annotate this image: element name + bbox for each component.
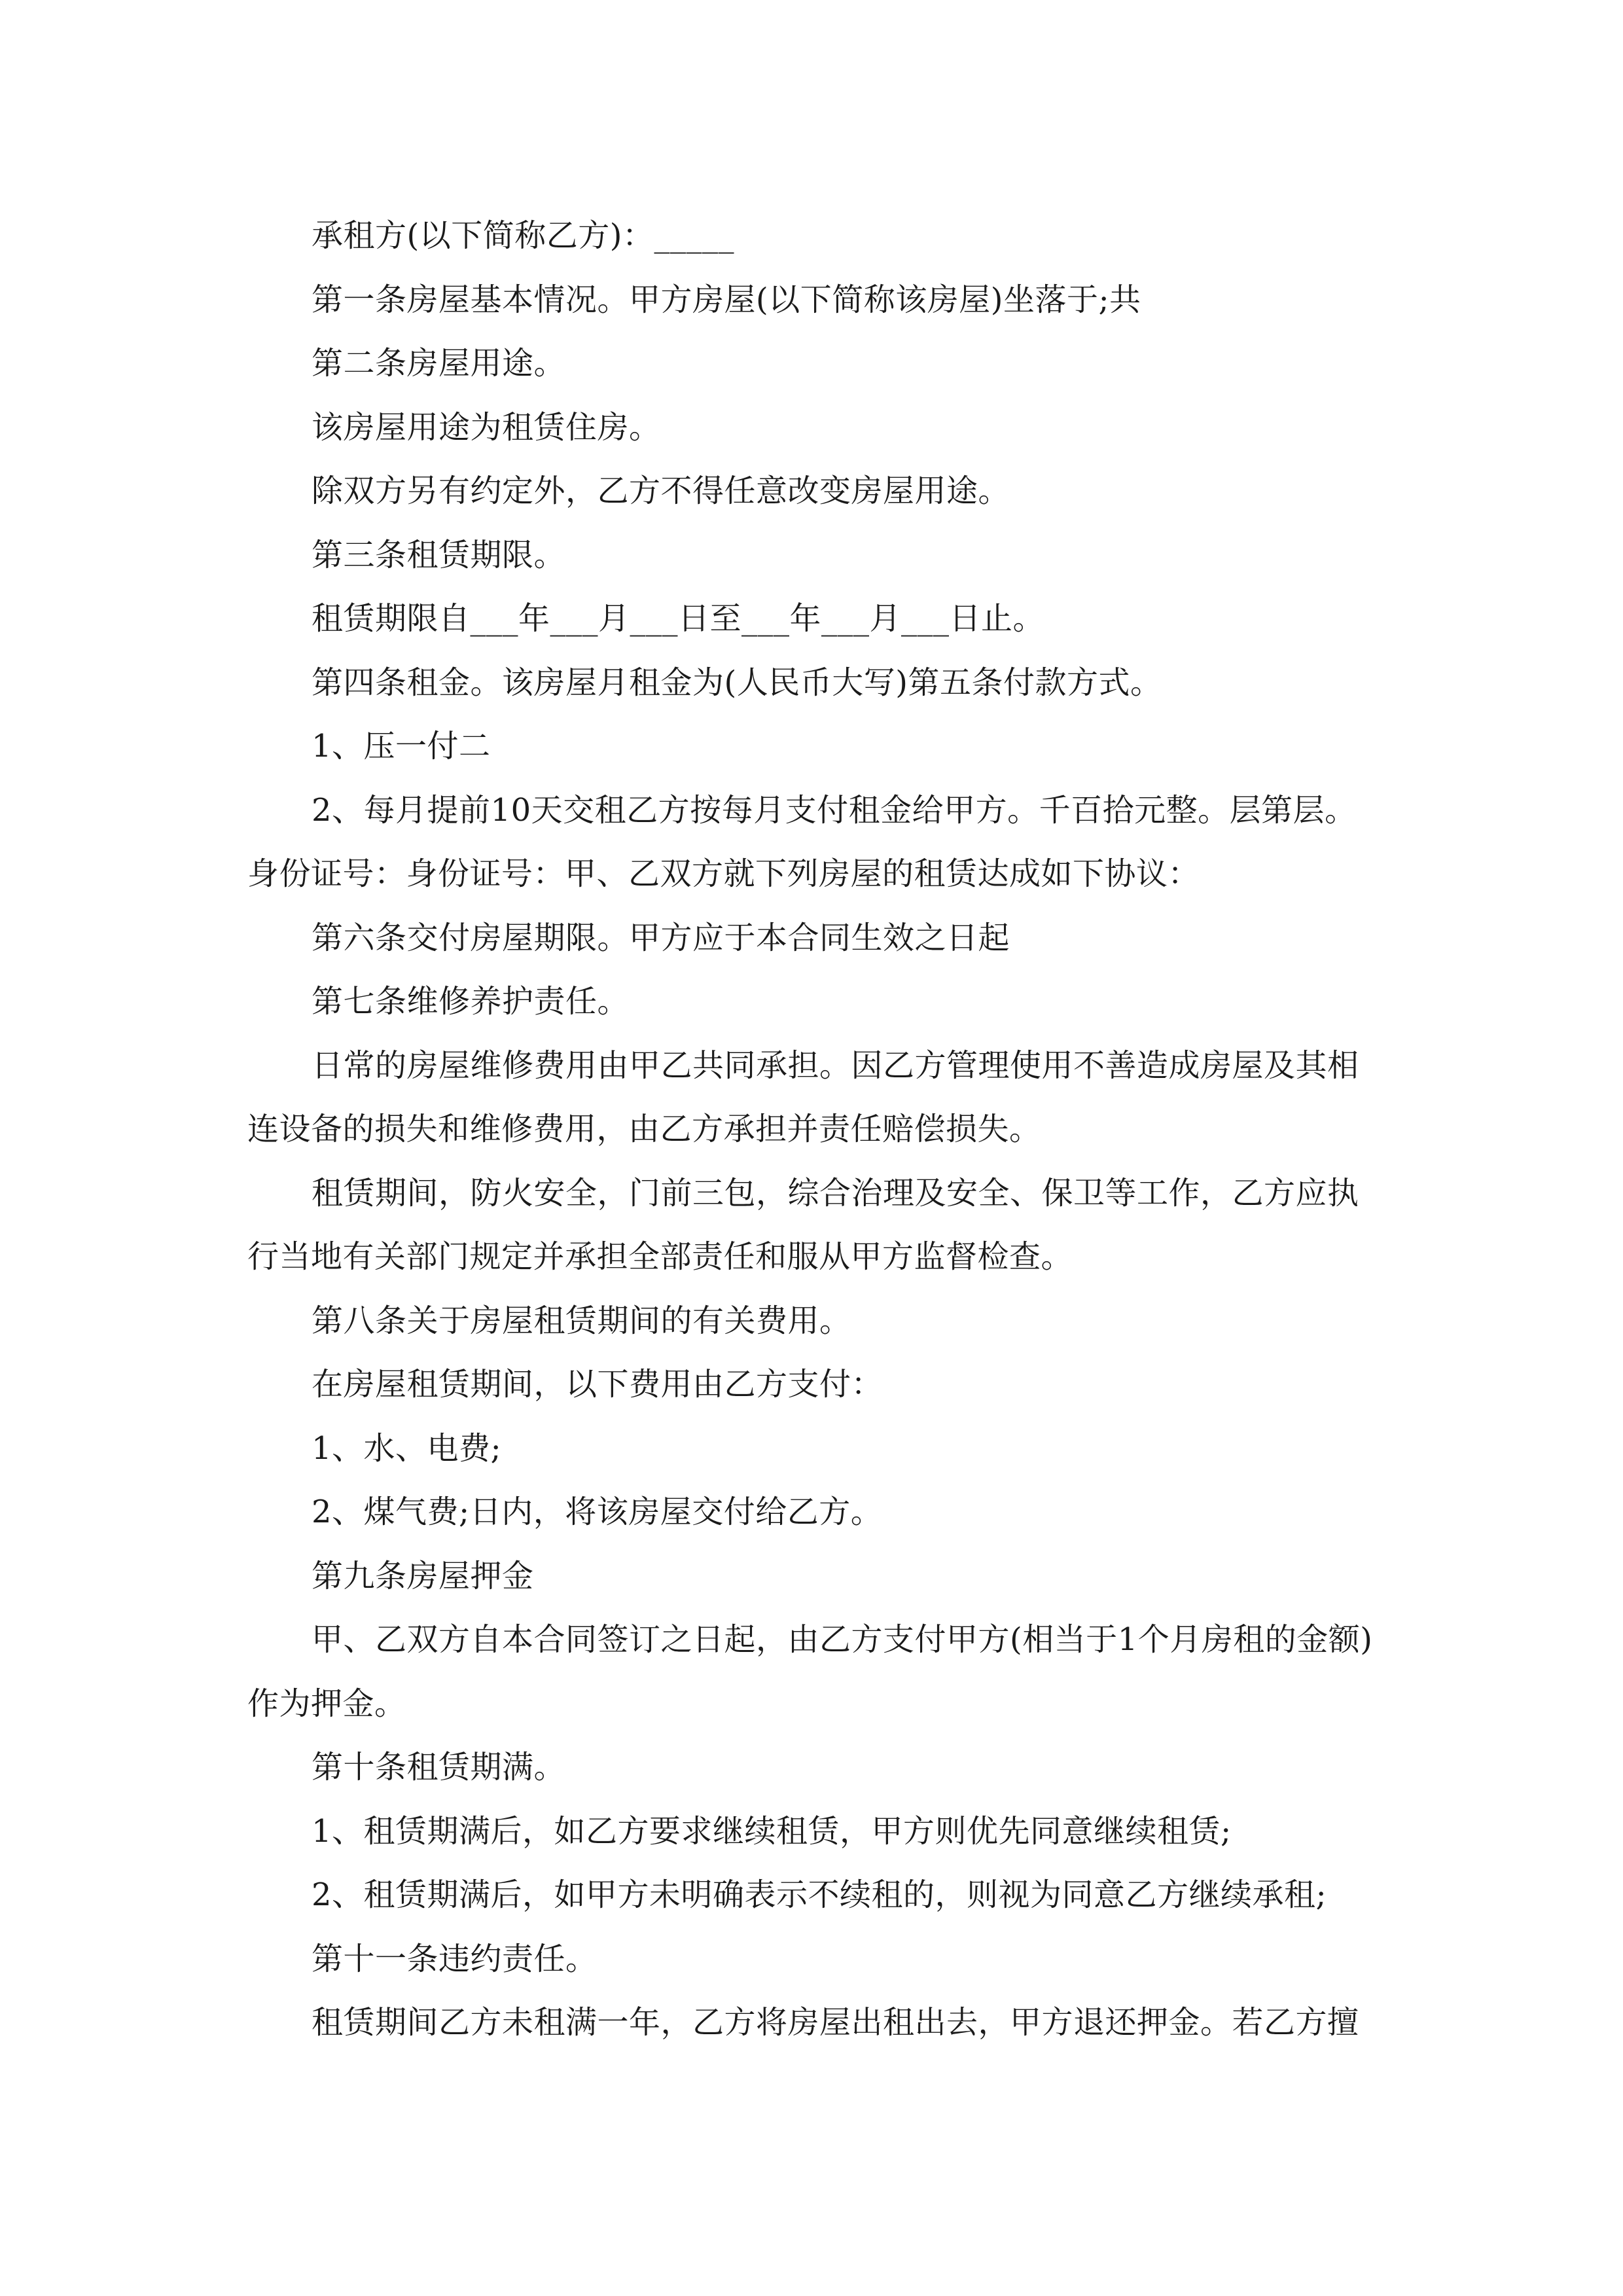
paragraph-article-4: 第四条租金。该房屋月租金为(人民币大写)第五条付款方式。 <box>312 664 1162 701</box>
paragraph-article-11: 第十一条违约责任。 <box>312 1940 597 1977</box>
paragraph: 该房屋用途为租赁住房。 <box>312 408 661 446</box>
paragraph-article-9: 第九条房屋押金 <box>312 1557 534 1594</box>
paragraph: 1、租赁期满后，如乙方要求继续租赁，甲方则优先同意继续租赁; <box>312 1812 1232 1850</box>
paragraph-tenant: 承租方(以下简称乙方)：_____ <box>312 217 734 254</box>
paragraph: 2、租赁期满后，如甲方未明确表示不续租的，则视为同意乙方继续承租; <box>312 1876 1327 1913</box>
paragraph-article-8: 第八条关于房屋租赁期间的有关费用。 <box>312 1302 851 1339</box>
paragraph: 2、每月提前10天交租乙方按每月支付租金给甲方。千百拾元整。层第层。身份证号：身份证号：甲、乙双方就下列房屋的租赁达成如下协议： <box>247 791 1357 892</box>
paragraph: 1、压一付二 <box>312 728 491 764</box>
paragraph: 除双方另有约定外，乙方不得任意改变房屋用途。 <box>312 473 1010 509</box>
paragraph: 2、煤气费;日内，将该房屋交付给乙方。 <box>312 1494 883 1530</box>
paragraph: 租赁期间，防火安全，门前三包，综合治理及安全、保卫等工作，乙方应执行当地有关部门规定并承担全部责任和服从甲方监督检查。 <box>247 1174 1359 1275</box>
paragraph-article-2: 第二条房屋用途。 <box>312 345 566 382</box>
paragraph-article-3: 第三条租赁期限。 <box>312 536 566 573</box>
paragraph-article-1: 第一条房屋基本情况。甲方房屋(以下简称该房屋)坐落于;共 <box>312 281 1141 318</box>
paragraph: 租赁期间乙方未租满一年，乙方将房屋出租出去，甲方退还押金。若乙方擅 <box>312 2004 1359 2041</box>
paragraph: 日常的房屋维修费用由甲乙共同承担。因乙方管理使用不善造成房屋及其相连设备的损失和维修费用，由乙方承担并责任赔偿损失。 <box>247 1047 1359 1147</box>
paragraph-article-10: 第十条租赁期满。 <box>312 1749 566 1785</box>
document-body <box>247 204 1380 2055</box>
paragraph: 在房屋租赁期间，以下费用由乙方支付： <box>312 1366 883 1403</box>
paragraph: 租赁期限自___年___月___日至___年___月___日止。 <box>312 600 1045 637</box>
paragraph: 甲、乙双方自本合同签订之日起，由乙方支付甲方(相当于1个月房租的金额)作为押金。 <box>247 1621 1373 1722</box>
paragraph-article-6: 第六条交付房屋期限。甲方应于本合同生效之日起 <box>312 919 1010 956</box>
paragraph: 1、水、电费; <box>312 1429 502 1467</box>
paragraph-article-7: 第七条维修养护责任。 <box>312 983 630 1020</box>
